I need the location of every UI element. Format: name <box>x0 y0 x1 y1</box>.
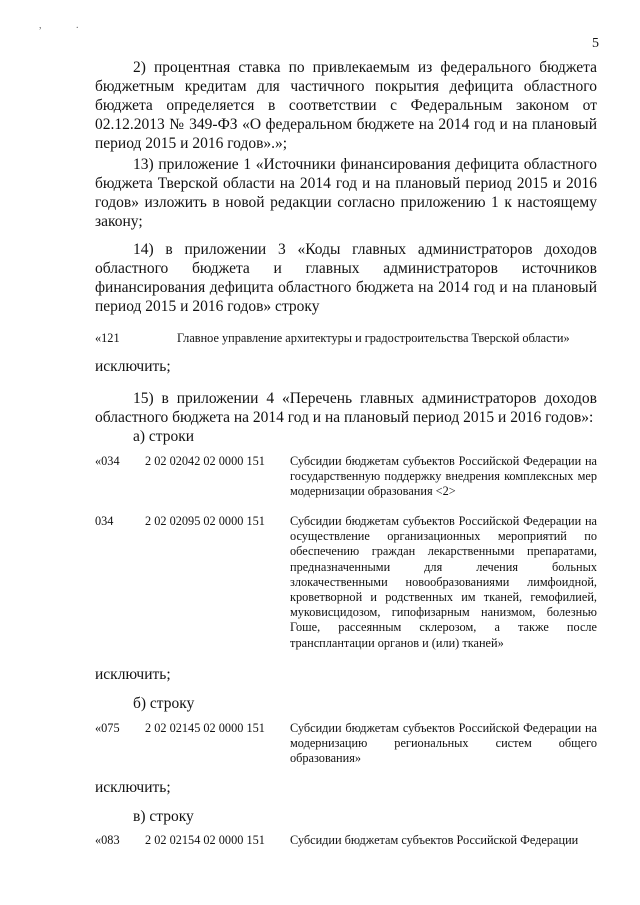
exclude-text: исключить; <box>95 666 171 683</box>
budget-code: 2 02 02145 02 0000 151 <box>145 721 265 735</box>
budget-code: 2 02 02095 02 0000 151 <box>145 514 265 528</box>
corner-mark: , <box>39 20 42 31</box>
subitem-b: б) строку <box>133 695 195 712</box>
exclude-text: исключить; <box>95 358 171 375</box>
paragraph-14: 14) в приложении 3 «Коды главных администраторов доходов областного бюджета и главных администраторов источников финансирования дефицита областного бюджета на 2014 год и на плановый период 2015 и 2016 годов» строку <box>95 241 597 315</box>
admin-code: «121 <box>95 331 120 345</box>
budget-code: 2 02 02042 02 0000 151 <box>145 454 265 468</box>
budget-code: 2 02 02154 02 0000 151 <box>145 833 265 847</box>
subitem-a: а) строки <box>133 428 195 445</box>
income-description: Субсидии бюджетам субъектов Российской Федерации на модернизацию региональных систем общего образования» <box>290 721 597 766</box>
exclude-text: исключить; <box>95 779 171 796</box>
income-description: Субсидии бюджетам субъектов Российской Федерации на государственную поддержку внедрения комплексных мер модернизации образования <2> <box>290 454 597 499</box>
paragraph-2: 2) процентная ставка по привлекаемым из федерального бюджета бюджетным кредитам для частичного покрытия дефицита областного бюджета определяется в соответствии с Федеральным законом от 02.12.2013 № 349-ФЗ «О федеральном бюджете на 2014 год и на плановый период 2015 и 2016 годов».»; <box>95 59 597 152</box>
paragraph-13: 13) приложение 1 «Источники финансирования дефицита областного бюджета Тверской области на 2014 год и на плановый период 2015 и 2016 годов» изложить в новой редакции согласно приложению 1 к настоящему закону; <box>95 156 597 230</box>
admin-code: «083 <box>95 833 120 847</box>
paragraph-15: 15) в приложении 4 «Перечень главных администраторов доходов областного бюджета на 2014 год и на плановый период 2015 и 2016 годов»: <box>95 390 597 426</box>
corner-mark: . <box>76 20 79 31</box>
admin-code: «075 <box>95 721 120 735</box>
admin-code: «034 <box>95 454 120 468</box>
subitem-v: в) строку <box>133 808 194 825</box>
admin-code: 034 <box>95 514 114 528</box>
admin-name: Главное управление архитектуры и градостроительства Тверской области» <box>177 331 570 345</box>
page-number: 5 <box>592 36 599 51</box>
income-description: Субсидии бюджетам субъектов Российской Федерации <box>290 833 579 847</box>
income-description: Субсидии бюджетам субъектов Российской Федерации на осуществление организационных мероприятий по обеспечению граждан лекарственными препаратами, предназначенными для лечения больных злокачественными новообразованиями лимфоидной, кроветворной и родственных им тканей, гемофилией, муковисцидозом, гипофизарным нанизмом, болезнью Гоше, рассеянным склерозом, а также после трансплантации органов и (или) тканей» <box>290 514 597 650</box>
